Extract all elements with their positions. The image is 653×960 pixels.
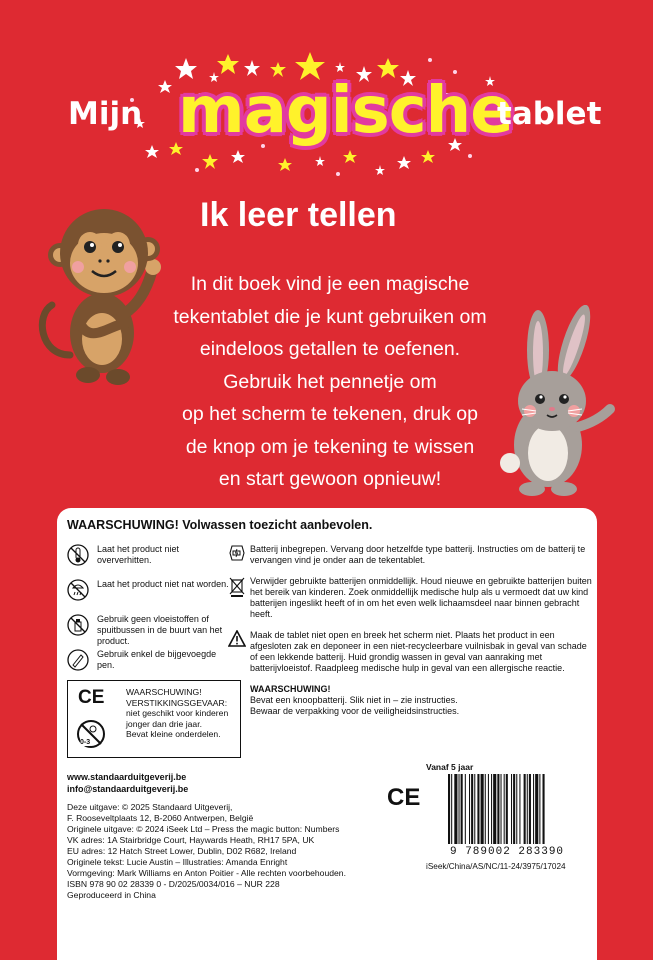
no-spray-icon (67, 614, 89, 636)
choking-line: Bevat kleine onderdelen. (126, 729, 221, 739)
intro-line: op het scherm te tekenen, druk op (182, 403, 478, 425)
credit-line: F. Rooseveltplaats 12, B-2060 Antwerpen, België (67, 813, 254, 823)
barcode-bar (513, 774, 515, 844)
credit-line: Originele uitgave: © 2024 iSeek Ltd – Press the magic button: Numbers (67, 824, 340, 834)
email-link[interactable]: info@standaarduitgeverij.be (67, 783, 189, 794)
recycle-bin-icon (228, 576, 246, 598)
safety-text: Laat het product niet nat worden. (97, 579, 229, 589)
title-word-tablet: tablet (497, 96, 602, 132)
safety-text: Laat het product niet oververhitten. (97, 544, 180, 565)
age-label: Vanaf 5 jaar (426, 762, 474, 772)
credit-line: ISBN 978 90 02 28339 0 - D/2025/0034/016 – NUR 228 (67, 879, 280, 889)
barcode-bar (519, 774, 520, 844)
safety-item (67, 649, 237, 684)
barcode-bar (535, 774, 538, 844)
disposal-warning-block (250, 576, 592, 620)
barcode-bar (477, 774, 479, 844)
title-word-mijn: Mijn (68, 96, 143, 132)
safety-item (67, 579, 237, 614)
barcode-bar (539, 774, 540, 844)
book-title (0, 74, 653, 158)
no-heat-icon (67, 544, 89, 566)
barcode-bar (448, 774, 450, 844)
intro-line: In dit boek vind je een magische (190, 273, 470, 295)
website-link[interactable]: www.standaarduitgeverij.be (67, 772, 187, 782)
barcode-bar (491, 774, 492, 844)
barcode-bar (529, 774, 531, 844)
safety-icons-list (67, 544, 237, 684)
title-word-magische: magische (178, 74, 513, 148)
intro-line: de knop om je tekening te wissen (185, 435, 475, 458)
safety-item (67, 544, 237, 579)
barcode-bar (465, 774, 466, 844)
barcode-bar (524, 774, 526, 844)
battery-icon (228, 544, 246, 562)
choking-line: jonger dan drie jaar. (126, 718, 202, 729)
warning-triangle-icon (228, 630, 246, 648)
barcode-bar (501, 774, 502, 844)
intro-line: tekentablet die je kunt gebruiken om (173, 305, 487, 328)
ce-mark: CE (387, 784, 421, 811)
barcode-bar (493, 774, 496, 844)
barcode-bar (481, 774, 484, 844)
damage-text: Maak de tablet niet open en breek het scherm niet. Plaats het product in een afgesloten zak en deponeer in een niet-recycleerbare vuilnisbak in geval van schade of een lekkende batterij. Huid grondig wassen in geval van aanraking met batterijvloeistof. Raadpleeg medische hulp in geval van een allergische reactie. (250, 630, 587, 673)
barcode-bar (474, 774, 475, 844)
intro-text (160, 268, 500, 496)
credits (67, 802, 346, 901)
no-water-icon (67, 579, 89, 601)
barcode-bar (504, 774, 505, 844)
intro-line: eindeloos getallen te oefenen. (199, 338, 461, 360)
safety-text: Gebruik enkel de bijgevoegde pen. (97, 649, 217, 670)
barcode-bar (527, 774, 528, 844)
battery-warnings (250, 544, 592, 725)
info-panel (57, 508, 597, 960)
choking-line: niet geschikt voor kinderen (126, 708, 229, 718)
book-subtitle: Ik leer tellen (200, 196, 397, 234)
choking-line: VERSTIKKINGSGEVAAR: (126, 697, 228, 708)
barcode-number: 9 789002 283390 (450, 846, 565, 858)
barcode-bar (543, 774, 545, 844)
button-warning-title: WAARSCHUWING! (250, 684, 331, 694)
ce-mark: CE (78, 687, 105, 708)
pen-icon (67, 649, 89, 671)
credit-line: VK adres: 1A Stairbridge Court, Haywards Heath, RH17 5PA, UK (67, 835, 315, 845)
publisher-links (67, 772, 188, 795)
damage-warning-block (250, 630, 592, 674)
credit-line: Vormgeving: Mark Williams en Anton Poitier - Alle rechten voorbehouden. (67, 868, 346, 878)
intro-line: Gebruik het pennetje om (223, 370, 437, 393)
barcode-bar (488, 774, 489, 844)
choking-line: WAARSCHUWING! (126, 687, 202, 697)
barcode-bar (459, 774, 460, 844)
credit-line: EU adres: 12 Hatch Street Lower, Dublin, D02 R682, Ireland (67, 846, 297, 856)
barcode (444, 774, 589, 846)
battery-text: Batterij inbegrepen. Vervang door hetzelfde type batterij. Instructies om de batterij te vervangen vind je onder aan de tekentablet. (250, 544, 586, 565)
button-battery-warning (250, 684, 592, 717)
warning-heading: WAARSCHUWING! Volwassen toezicht aanbevolen. (67, 518, 373, 532)
safety-text: Gebruik geen vloeistoffen of spuitbussen in de buurt van het product. (97, 614, 223, 646)
credit-line: Geproduceerd in China (67, 890, 156, 900)
button-warning-line: Bevat een knoopbatterij. Slik niet in – zie instructies. (250, 695, 458, 705)
safety-item (67, 614, 237, 649)
barcode-bar (485, 774, 486, 844)
credit-line: Originele tekst: Lucie Austin – Illustraties: Amanda Enright (67, 857, 288, 867)
disposal-text: Verwijder gebruikte batterijen onmiddellijk. Houd nieuwe en gebruikte batterijen buiten het bereik van kinderen. Zoek onmiddellijk medische hulp als u vermoedt dat uw kind batterijen ingeslikt heeft of in om het even welk lichaamsdeel naar binnen gebracht heeft. (250, 576, 592, 619)
button-warning-line: Bewaar de verpakking voor de veiligheidsinstructies. (250, 706, 460, 716)
barcode-bar (516, 774, 517, 844)
barcode-bar (451, 774, 452, 844)
barcode-bar (471, 774, 473, 844)
age-range-label: 0-3 (80, 739, 91, 746)
credit-line: Deze uitgave: © 2025 Standaard Uitgeverij, (67, 802, 233, 812)
barcode-bar (533, 774, 534, 844)
barcode-bar (461, 774, 463, 844)
battery-warning-block (250, 544, 592, 566)
barcode-bar (497, 774, 499, 844)
barcode-bar (506, 774, 508, 844)
product-code: iSeek/China/AS/NC/11-24/3975/17024 (426, 862, 566, 871)
bunny-illustration (492, 305, 622, 505)
choking-text (126, 687, 238, 740)
barcode-bar (511, 774, 512, 844)
monkey-illustration (30, 205, 170, 395)
barcode-bar (454, 774, 457, 844)
intro-line: en start gewoon opnieuw! (218, 468, 442, 490)
barcode-bar (469, 774, 470, 844)
choking-hazard-box (67, 680, 241, 758)
